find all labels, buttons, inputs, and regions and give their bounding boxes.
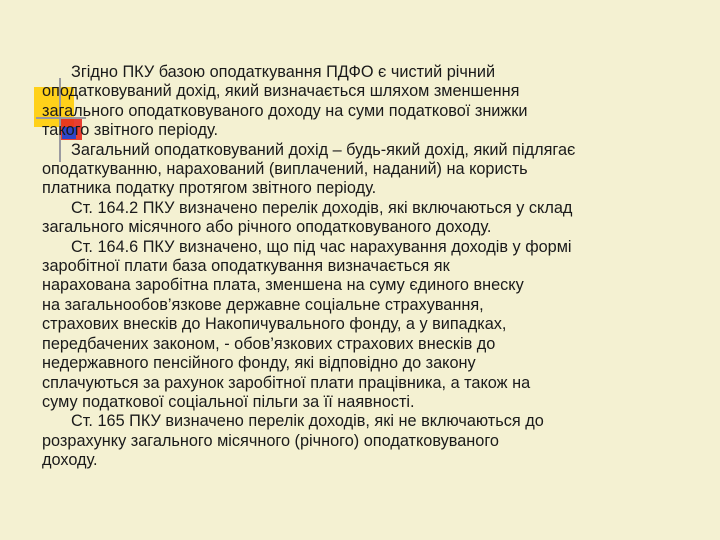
paragraph-tax-base — [42, 63, 702, 141]
text-line: передбачених законом, - обов’язкових страхових внесків до — [42, 334, 496, 353]
text-line: на загальнообов’язкове державне соціальне страхування, — [42, 295, 484, 314]
text-line: недержавного пенсійного фонду, які відповідно до закону — [42, 354, 476, 373]
text-line: оподатковуваний дохід, який визначається шляхом зменшення — [42, 82, 520, 101]
paragraph-article-164-2 — [42, 199, 702, 238]
text-line: суму податкової соціальної пільги за її наявності. — [42, 392, 415, 411]
paragraph-total-income — [42, 141, 702, 199]
text-line: Загальний оподатковуваний дохід – будь-який дохід, який підлягає — [71, 140, 576, 159]
text-line: нарахована заробітна плата, зменшена на суму єдиного внеску — [42, 276, 524, 295]
text-line: загального місячного або річного оподатковуваного доходу. — [42, 218, 492, 237]
text-line: платника податку протягом звітного періоду. — [42, 179, 377, 198]
text-line: сплачуються за рахунок заробітної плати працівника, а також на — [42, 373, 531, 392]
paragraph-article-164-6 — [42, 238, 702, 413]
text-line: розрахунку загального місячного (річного) оподатковуваного — [42, 431, 499, 450]
text-line: Ст. 165 ПКУ визначено перелік доходів, які не включаються до — [71, 412, 544, 431]
text-line: загального оподатковуваного доходу на суми податкової знижки — [42, 101, 528, 120]
paragraph-article-165 — [42, 412, 702, 470]
text-line: заробітної плати база оподаткування визначається як — [42, 257, 450, 276]
text-line: Згідно ПКУ базою оподаткування ПДФО є чистий річний — [71, 63, 496, 81]
slide-text-body — [42, 63, 702, 471]
text-line: страхових внесків до Накопичувального фонду, а у випадках, — [42, 315, 507, 334]
text-line: доходу. — [42, 451, 98, 470]
text-line: Ст. 164.2 ПКУ визначено перелік доходів, які включаються у склад — [71, 198, 573, 217]
text-line: такого звітного періоду. — [42, 121, 219, 140]
text-line: оподаткуванню, нарахований (виплачений, наданий) на користь — [42, 160, 528, 179]
text-line: Ст. 164.6 ПКУ визначено, що під час нарахування доходів у формі — [71, 237, 572, 256]
